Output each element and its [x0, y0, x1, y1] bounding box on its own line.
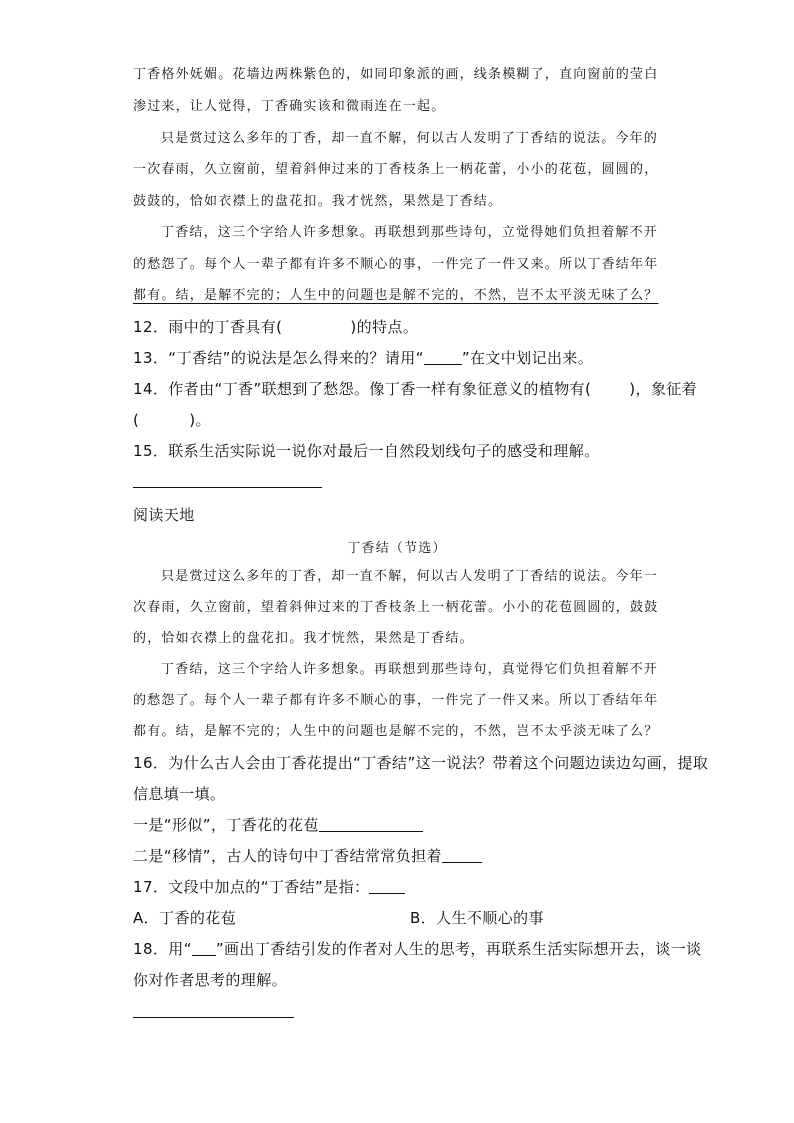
q16a-blank[interactable]: [319, 817, 423, 832]
q17-option-b[interactable]: B．人生不顺心的事: [410, 909, 544, 927]
answer-line-15[interactable]: [133, 487, 322, 488]
q18-blank[interactable]: [192, 941, 216, 956]
question-16-a: [133, 816, 423, 834]
question-12: [133, 318, 418, 336]
q13-blank[interactable]: [424, 350, 462, 365]
passage-line: 的愁怨了。每个人一辈子都有许多不顺心的事，一件完了一件又来。所以丁香结年年: [133, 257, 659, 272]
passage-line: 丁香结，这三个字给人许多想象。再联想到那些诗句，立觉得她们负担着解不开: [161, 225, 659, 240]
question-18-cont: 你对作者思考的理解。: [133, 971, 288, 989]
passage-line: 丁香结，这三个字给人许多想象。再联想到那些诗句，真觉得它们负担着解不开: [161, 662, 659, 677]
passage-line: 次春雨，久立窗前，望着斜伸过来的丁香枝条上一柄花蕾。小小的花苞圆圆的，鼓鼓: [133, 600, 659, 615]
question-16-cont: 信息填一填。: [133, 785, 226, 803]
q14-text-mid: )，象征着: [629, 380, 698, 398]
q12-text: 12．雨中的丁香具有(: [133, 318, 283, 336]
passage-line: 一次春雨，久立窗前，望着斜伸过来的丁香枝条上一柄花蕾，小小的花苞，圆圆的，: [133, 162, 659, 177]
passage-line: 只是赏过这么多年的丁香，却一直不解，何以古人发明了丁香结的说法。今年的: [161, 131, 659, 146]
q16b-blank[interactable]: [442, 848, 482, 863]
q13-text: 13．“丁香结”的说法是怎么得来的？请用“: [133, 349, 424, 367]
q17-option-a[interactable]: A．丁香的花苞: [133, 909, 237, 927]
question-17: [133, 878, 405, 896]
q13-text-end: ”在文中划记出来。: [461, 349, 594, 367]
q16a-text: 一是“形似”，丁香花的花苞: [133, 816, 319, 834]
q14-text: 14．作者由“丁香”联想到了愁怨。像丁香一样有象征意义的植物有(: [133, 380, 592, 398]
question-14: [133, 380, 697, 398]
passage-line: 丁香格外妩媚。花墙边两株紫色的，如同印象派的画，线条模糊了，直向窗前的莹白: [133, 67, 659, 82]
q18-text: 18．用“: [133, 940, 192, 958]
underlined-passage-line: 都有。结，是解不完的；人生中的问题也是解不完的，不然，岂不太平淡无味了么？: [133, 288, 659, 303]
passage-line: 的，恰如衣襟上的盘花扣。我才恍然，果然是丁香结。: [133, 631, 474, 646]
q14-text-end: )。: [189, 411, 211, 429]
passage-line: 的愁怨了。每个人一辈子都有许多不顺心的事，一件完了一件又来。所以丁香结年年: [133, 693, 659, 708]
passage-title: 丁香结（节选）: [347, 541, 447, 556]
question-14-cont: [133, 411, 211, 429]
passage-line: 渗过来，让人觉得，丁香确实该和微雨连在一起。: [133, 99, 446, 114]
passage-line: 只是赏过这么多年的丁香，却一直不解，何以古人发明了丁香结的说法。今年一: [161, 569, 659, 584]
q14-paren-open: (: [133, 411, 140, 429]
q17-text: 17．文段中加点的“丁香结”是指：: [133, 878, 370, 896]
passage-line: 鼓鼓的，恰如衣襟上的盘花扣。我才恍然，果然是丁香结。: [133, 194, 503, 209]
q18-text-end: ”画出丁香结引发的作者对人生的思考，再联系生活实际想开去，谈一谈: [215, 940, 702, 958]
question-16: 16．为什么古人会由丁香花提出“丁香结”这一说法？带着这个问题边读边勾画，提取: [133, 754, 709, 772]
q12-text-end: )的特点。: [350, 318, 419, 336]
answer-line-18[interactable]: [133, 1017, 294, 1018]
q17-blank[interactable]: [369, 879, 405, 894]
passage-line: 都有。结，是解不完的；人生中的问题也是解不完的，不然，岂不太乎淡无味了么？: [133, 724, 659, 739]
section-heading: 阅读天地: [133, 506, 195, 524]
question-13: [133, 349, 593, 367]
q16b-text: 二是“移情”，古人的诗句中丁香结常常负担着: [133, 847, 442, 865]
question-16-b: [133, 847, 482, 865]
question-18: [133, 940, 701, 958]
question-15: 15．联系生活实际说一说你对最后一自然段划线句子的感受和理解。: [133, 442, 600, 460]
